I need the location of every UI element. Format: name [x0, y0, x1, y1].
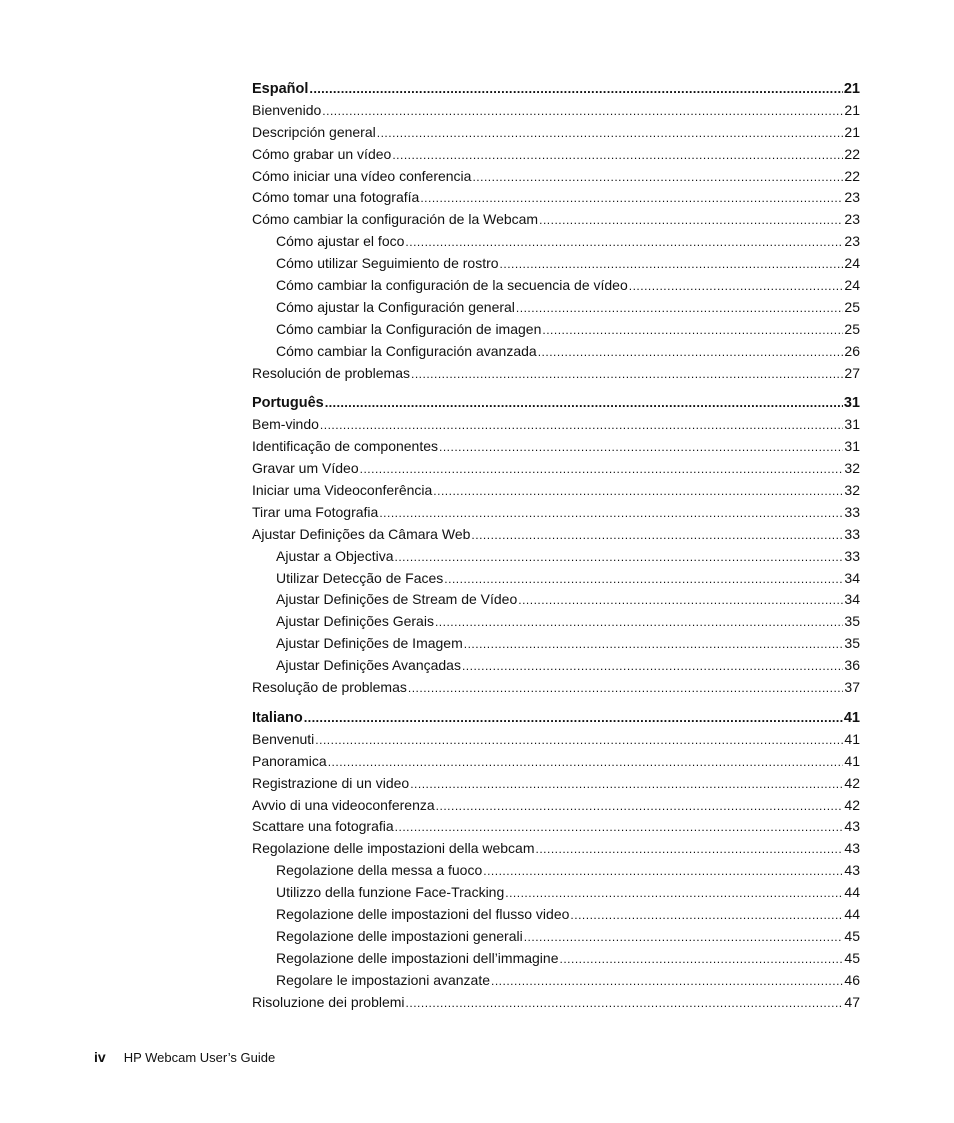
- toc-entry[interactable]: [252, 751, 860, 773]
- toc-entry-page: 41: [844, 752, 860, 769]
- toc-entry[interactable]: [252, 838, 860, 860]
- toc-entry-page: 24: [844, 255, 860, 272]
- toc-entry-title: Bem-vindo: [252, 416, 319, 433]
- toc-entry-page: 23: [844, 189, 860, 206]
- toc-entry-title: Cómo grabar un vídeo: [252, 145, 392, 162]
- toc-entry-page: 24: [844, 277, 860, 294]
- toc-entry-title: Regolare le impostazioni avanzate: [276, 971, 491, 988]
- toc-entry[interactable]: [252, 524, 860, 546]
- dot-leader: [435, 612, 843, 634]
- toc-entry[interactable]: [252, 209, 860, 231]
- dot-leader: [420, 188, 843, 210]
- dot-leader: [328, 752, 844, 774]
- toc-entry[interactable]: [252, 992, 860, 1014]
- dot-leader: [539, 210, 843, 232]
- dot-leader: [433, 481, 843, 503]
- dot-leader: [395, 817, 844, 839]
- toc-entry-page: 41: [843, 709, 860, 726]
- toc-entry[interactable]: [252, 458, 860, 480]
- page-footer: [94, 1049, 275, 1065]
- toc-entry-page: 23: [844, 211, 860, 228]
- toc-entry[interactable]: [252, 502, 860, 524]
- toc-entry-title: Regolazione delle impostazioni della webcam: [252, 840, 535, 857]
- toc-entry-title: Resolución de problemas: [252, 364, 410, 381]
- toc-entry-page: 45: [844, 927, 860, 944]
- toc-entry-title: Regolazione delle impostazioni del flusso video: [276, 905, 570, 922]
- toc-subentry[interactable]: [252, 611, 860, 633]
- toc-entry-page: 42: [844, 796, 860, 813]
- footer-book-title: HP Webcam User’s Guide: [123, 1050, 276, 1065]
- dot-leader: [444, 569, 843, 591]
- toc-entry-title: Bienvenido: [252, 101, 322, 118]
- dot-leader: [570, 905, 843, 927]
- toc-entry-title: Ajustar a Objectiva: [276, 547, 394, 564]
- toc-entry[interactable]: [252, 795, 860, 817]
- toc-subentry[interactable]: [252, 546, 860, 568]
- toc-subentry[interactable]: [252, 655, 860, 677]
- toc-entry-title: Ajustar Definições Gerais: [276, 613, 434, 630]
- toc-entry-title: Descripción general: [252, 123, 376, 140]
- toc-subentry[interactable]: [252, 904, 860, 926]
- dot-leader: [542, 320, 843, 342]
- dot-leader: [536, 839, 844, 861]
- toc-entry-title: Cómo ajustar el foco: [276, 233, 405, 250]
- toc-entry-title: Ajustar Definições de Stream de Vídeo: [276, 591, 518, 608]
- toc-entry-title: Cómo utilizar Seguimiento de rostro: [276, 255, 499, 272]
- toc-entry-page: 21: [843, 81, 860, 97]
- dot-leader: [309, 78, 842, 100]
- toc-entry[interactable]: [252, 436, 860, 458]
- toc-entry-title: Scattare una fotografia: [252, 818, 394, 835]
- toc-entry-title: Iniciar uma Videoconferência: [252, 482, 433, 499]
- toc-subentry[interactable]: [252, 253, 860, 275]
- toc-entry-title: Ajustar Definições de Imagem: [276, 635, 463, 652]
- toc-subentry[interactable]: [252, 231, 860, 253]
- toc-entry-page: 34: [844, 591, 860, 608]
- dot-leader: [405, 232, 843, 254]
- toc-subentry[interactable]: [252, 297, 860, 319]
- toc-entry-title: Benvenuti: [252, 730, 315, 747]
- toc-entry-page: 47: [844, 993, 860, 1010]
- toc-entry-page: 26: [844, 342, 860, 359]
- toc-entry-title: Tirar uma Fotografia: [252, 503, 379, 520]
- toc-subentry[interactable]: [252, 275, 860, 297]
- toc-entry-page: 44: [844, 905, 860, 922]
- dot-leader: [483, 861, 843, 883]
- toc-entry-title: Registrazione di un video: [252, 774, 410, 791]
- toc-entry[interactable]: [252, 414, 860, 436]
- dot-leader: [462, 656, 843, 678]
- toc-entry-page: 35: [844, 635, 860, 652]
- toc-entry-title: Regolazione della messa a fuoco: [276, 862, 483, 879]
- dot-leader: [436, 796, 844, 818]
- dot-leader: [360, 459, 844, 481]
- toc-entry-page: 36: [844, 657, 860, 674]
- toc-entry-page: 32: [844, 460, 860, 477]
- dot-leader: [304, 707, 843, 729]
- toc-entry[interactable]: [252, 816, 860, 838]
- dot-leader: [325, 392, 843, 414]
- table-of-contents: [252, 78, 860, 1021]
- toc-entry-page: 31: [843, 395, 860, 412]
- toc-entry-title: Cómo cambiar la configuración de la secuencia de vídeo: [276, 277, 628, 294]
- toc-subentry[interactable]: [252, 948, 860, 970]
- toc-section: [252, 78, 860, 384]
- dot-leader: [395, 547, 844, 569]
- toc-entry-page: 33: [844, 547, 860, 564]
- toc-entry-title: Ajustar Definições da Câmara Web: [252, 525, 471, 542]
- toc-entry-page: 33: [844, 503, 860, 520]
- toc-section-heading[interactable]: [252, 78, 860, 100]
- toc-section-heading[interactable]: [252, 392, 860, 414]
- dot-leader: [471, 525, 843, 547]
- dot-leader: [439, 437, 843, 459]
- toc-entry-title: Italiano: [252, 709, 303, 726]
- toc-entry-page: 43: [844, 862, 860, 879]
- toc-entry-page: 34: [844, 569, 860, 586]
- toc-section: [252, 392, 860, 698]
- dot-leader: [410, 774, 843, 796]
- toc-entry-page: 41: [844, 730, 860, 747]
- toc-entry-page: 25: [844, 320, 860, 337]
- toc-entry-page: 21: [844, 123, 860, 140]
- toc-entry-title: Cómo cambiar la Configuración de imagen: [276, 320, 542, 337]
- toc-subentry[interactable]: [252, 319, 860, 341]
- dot-leader: [560, 949, 844, 971]
- toc-subentry[interactable]: [252, 633, 860, 655]
- dot-leader: [518, 590, 843, 612]
- toc-entry-title: Gravar um Vídeo: [252, 460, 359, 477]
- dot-leader: [320, 415, 844, 437]
- dot-leader: [406, 993, 844, 1015]
- dot-leader: [408, 678, 844, 700]
- toc-entry-page: 31: [844, 438, 860, 455]
- dot-leader: [464, 634, 844, 656]
- toc-entry[interactable]: [252, 480, 860, 502]
- toc-entry-page: 43: [844, 840, 860, 857]
- toc-entry[interactable]: [252, 677, 860, 699]
- toc-entry[interactable]: [252, 187, 860, 209]
- toc-entry[interactable]: [252, 773, 860, 795]
- toc-entry[interactable]: [252, 122, 860, 144]
- dot-leader: [491, 971, 843, 993]
- toc-entry-title: Identificação de componentes: [252, 438, 439, 455]
- toc-entry-page: 33: [844, 525, 860, 542]
- toc-entry-page: 32: [844, 482, 860, 499]
- toc-entry[interactable]: [252, 100, 860, 122]
- toc-entry-title: Español: [252, 81, 309, 97]
- footer-page-number: iv: [94, 1049, 106, 1065]
- toc-entry-page: 46: [844, 971, 860, 988]
- toc-entry-title: Cómo tomar una fotografía: [252, 189, 420, 206]
- toc-entry-title: Avvio di una videoconferenza: [252, 796, 435, 813]
- toc-entry-page: 22: [844, 145, 860, 162]
- toc-entry-page: 27: [844, 364, 860, 381]
- toc-subentry[interactable]: [252, 882, 860, 904]
- toc-subentry[interactable]: [252, 860, 860, 882]
- dot-leader: [500, 254, 844, 276]
- dot-leader: [538, 342, 844, 364]
- toc-section-heading[interactable]: [252, 707, 860, 729]
- toc-entry-title: Cómo iniciar una vídeo conferencia: [252, 167, 472, 184]
- dot-leader: [524, 927, 844, 949]
- toc-subentry[interactable]: [252, 341, 860, 363]
- toc-entry[interactable]: [252, 363, 860, 385]
- dot-leader: [322, 101, 843, 123]
- toc-entry-page: 42: [844, 774, 860, 791]
- toc-entry-page: 45: [844, 949, 860, 966]
- toc-entry-page: 21: [844, 101, 860, 118]
- dot-leader: [629, 276, 844, 298]
- toc-entry-page: 22: [844, 167, 860, 184]
- toc-entry-title: Cómo ajustar la Configuración general: [276, 298, 515, 315]
- dot-leader: [392, 145, 843, 167]
- toc-entry-title: Utilizar Detecção de Faces: [276, 569, 444, 586]
- dot-leader: [505, 883, 843, 905]
- toc-entry[interactable]: [252, 729, 860, 751]
- toc-entry-title: Cómo cambiar la configuración de la Webcam: [252, 211, 539, 228]
- toc-subentry[interactable]: [252, 970, 860, 992]
- toc-entry-page: 31: [844, 416, 860, 433]
- toc-entry[interactable]: [252, 144, 860, 166]
- dot-leader: [315, 730, 843, 752]
- toc-entry-page: 43: [844, 818, 860, 835]
- toc-entry[interactable]: [252, 166, 860, 188]
- dot-leader: [411, 364, 843, 386]
- toc-subentry[interactable]: [252, 926, 860, 948]
- toc-entry-page: 37: [844, 679, 860, 696]
- toc-subentry[interactable]: [252, 568, 860, 590]
- toc-entry-page: 25: [844, 298, 860, 315]
- toc-entry-title: Panoramica: [252, 752, 327, 769]
- toc-section: [252, 707, 860, 1013]
- dot-leader: [377, 123, 844, 145]
- dot-leader: [379, 503, 843, 525]
- toc-entry-title: Risoluzione dei problemi: [252, 993, 405, 1010]
- toc-entry-title: Utilizzo della funzione Face-Tracking: [276, 884, 505, 901]
- toc-entry-title: Regolazione delle impostazioni generali: [276, 927, 523, 944]
- toc-entry-title: Regolazione delle impostazioni dell’immagine: [276, 949, 559, 966]
- toc-entry-page: 23: [844, 233, 860, 250]
- toc-entry-page: 35: [844, 613, 860, 630]
- toc-subentry[interactable]: [252, 589, 860, 611]
- toc-entry-title: Resolução de problemas: [252, 679, 407, 696]
- toc-entry-page: 44: [844, 884, 860, 901]
- dot-leader: [516, 298, 844, 320]
- toc-entry-title: Português: [252, 395, 324, 412]
- toc-entry-title: Cómo cambiar la Configuración avanzada: [276, 342, 537, 359]
- dot-leader: [472, 167, 843, 189]
- toc-entry-title: Ajustar Definições Avançadas: [276, 657, 461, 674]
